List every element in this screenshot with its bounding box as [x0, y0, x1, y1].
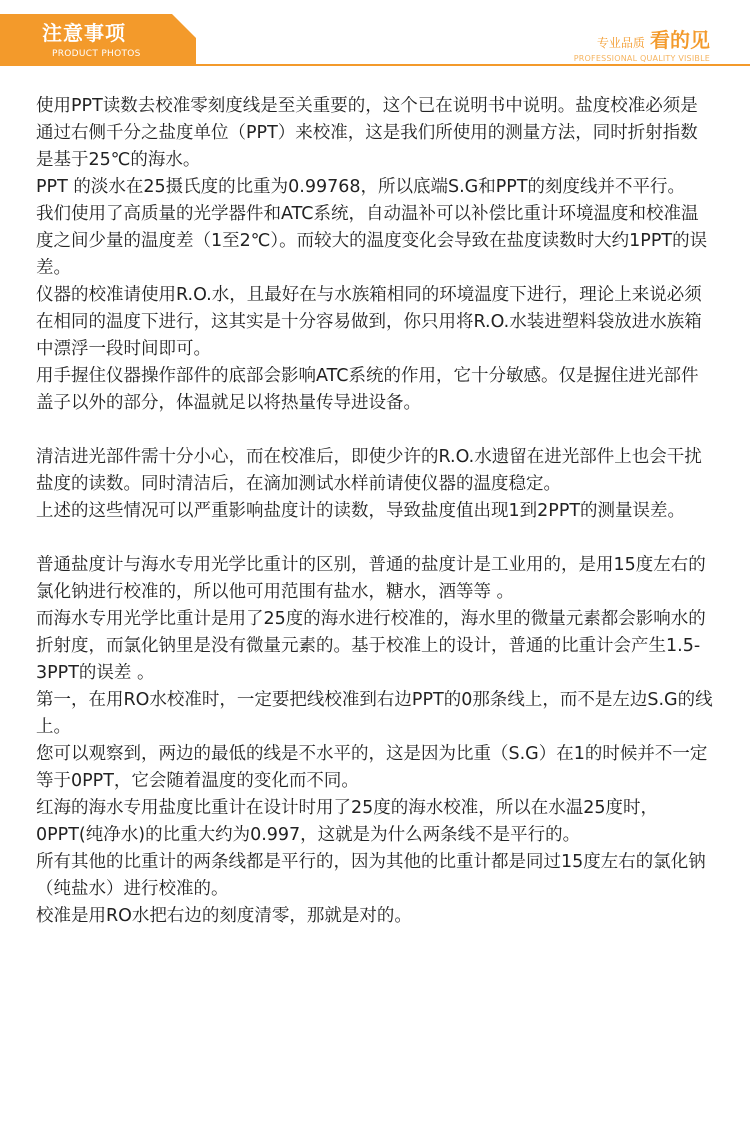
- brand-subtitle: PROFESSIONAL QUALITY VISIBLE: [573, 54, 710, 63]
- note-paragraph: 第一，在用RO水校准时，一定要把线校准到右边PPT的0那条线上，而不是左边S.G的线上。: [36, 690, 713, 737]
- section-subtitle: PRODUCT PHOTOS: [52, 49, 141, 59]
- brand-prefix: 专业品质: [596, 36, 645, 50]
- brand-main: 看的见: [650, 28, 710, 52]
- note-paragraph: PPT 的淡水在25摄氏度的比重为0.99768，所以底端S.G和PPT的刻度线并不平行。: [36, 177, 686, 197]
- brand-slogan: [574, 24, 710, 63]
- note-paragraph: 您可以观察到，两边的最低的线是不水平的，这是因为比重（S.G）在1的时候并不一定等于0PPT，它会随着温度的变化而不同。: [36, 744, 708, 791]
- paragraph-gap: [36, 417, 714, 444]
- note-paragraph: 所有其他的比重计的两条线都是平行的，因为其他的比重计都是同过15度左右的氯化钠（纯盐水）进行校准的。: [36, 852, 706, 899]
- note-paragraph: 清洁进光部件需十分小心，而在校准后，即使少许的R.O.水遗留在进光部件上也会干扰盐度的读数。同时清洁后，在滴加测试水样前请使仪器的温度稳定。: [36, 447, 702, 494]
- note-paragraph: 普通盐度计与海水专用光学比重计的区别，普通的盐度计是工业用的，是用15度左右的氯化钠进行校准的，所以他可用范围有盐水，糖水，酒等等 。: [36, 555, 706, 602]
- note-paragraph: 红海的海水专用盐度比重计在设计时用了25度的海水校准，所以在水温25度时，0PPT(纯净水)的比重大约为0.997，这就是为什么两条线不是平行的。: [36, 798, 659, 845]
- note-paragraph: 上述的这些情况可以严重影响盐度计的读数，导致盐度值出现1到2PPT的测量误差。: [36, 501, 686, 521]
- note-paragraph: 使用PPT读数去校准零刻度线是至关重要的，这个已在说明书中说明。盐度校准必须是通过右侧千分之盐度单位（PPT）来校准，这是我们所使用的测量方法，同时折射指数是基于25℃的海水。: [36, 96, 698, 170]
- note-paragraph: 用手握住仪器操作部件的底部会影响ATC系统的作用，它十分敏感。仅是握住进光部件盖子以外的部分，体温就足以将热量传导进设备。: [36, 366, 699, 413]
- note-paragraph: 仪器的校准请使用R.O.水，且最好在与水族箱相同的环境温度下进行，理论上来说必须在相同的温度下进行，这其实是十分容易做到，你只用将R.O.水装进塑料袋放进水族箱中漂浮一段时间即可。: [36, 285, 702, 359]
- note-paragraph: 我们使用了高质量的光学器件和ATC系统，自动温补可以补偿比重计环境温度和校准温度之间少量的温度差（1至2℃）。而较大的温度变化会导致在盐度读数时大约1PPT的误差。: [36, 204, 708, 278]
- section-title: 注意事项: [42, 21, 126, 45]
- brand-slogan-row: [574, 24, 710, 53]
- header: [0, 0, 750, 66]
- note-paragraph: 校准是用RO水把右边的刻度清零，那就是对的。: [36, 906, 412, 926]
- paragraph-gap: [36, 525, 714, 552]
- notes-content: [36, 93, 714, 930]
- header-divider: [0, 64, 750, 66]
- note-paragraph: 而海水专用光学比重计是用了25度的海水进行校准的，海水里的微量元素都会影响水的折射度，而氯化钠里是没有微量元素的。基于校准上的设计，普通的比重计会产生1.5-3PPT的误差 。: [36, 609, 706, 683]
